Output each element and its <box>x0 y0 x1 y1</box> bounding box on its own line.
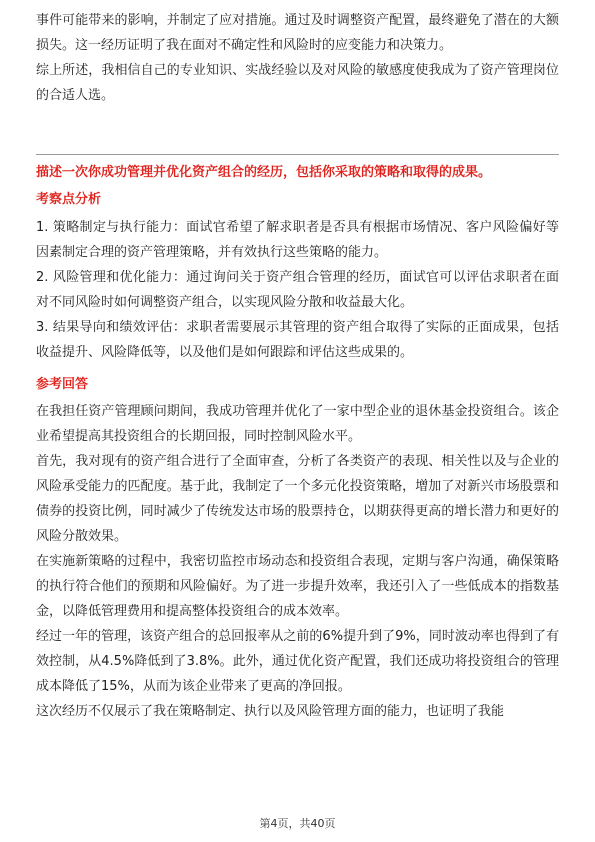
section-divider <box>36 154 559 155</box>
answer-heading: 参考回答 <box>36 377 89 392</box>
intro-paragraph-1: 事件可能带来的影响，并制定了应对措施。通过及时调整资产配置，最终避免了潜在的大额损失。这一经历证明了我在面对不确定性和风险时的应变能力和决策力。 <box>36 13 559 53</box>
answer-paragraph-3: 在实施新策略的过程中，我密切监控市场动态和投资组合表现，定期与客户沟通，确保策略的执行符合他们的预期和风险偏好。为了进一步提升效率，我还引入了一些低成本的指数基金，以降低管理费用和提高整体投资组合的成本效率。 <box>36 554 559 619</box>
analysis-item-3: 3. 结果导向和绩效评估：求职者需要展示其管理的资产组合取得了实际的正面成果，包括收益提升、风险降低等，以及他们是如何跟踪和评估这些成果的。 <box>36 320 559 360</box>
analysis-item-1: 1. 策略制定与执行能力：面试官希望了解求职者是否具有根据市场情况、客户风险偏好等因素制定合理的资产管理策略，并有效执行这些策略的能力。 <box>36 220 559 260</box>
intro-paragraph-2: 综上所述，我相信自己的专业知识、实战经验以及对风险的敏感度使我成为了资产管理岗位的合适人选。 <box>36 63 559 103</box>
analysis-item-2: 2. 风险管理和优化能力：通过询问关于资产组合管理的经历，面试官可以评估求职者在面对不同风险时如何调整资产组合，以实现风险分散和收益最大化。 <box>36 270 559 310</box>
answer-paragraph-1: 在我担任资产管理顾问期间，我成功管理并优化了一家中型企业的退休基金投资组合。该企业希望提高其投资组合的长期回报，同时控制风险水平。 <box>36 404 559 444</box>
answer-paragraph-4: 经过一年的管理，该资产组合的总回报率从之前的6%提升到了9%，同时波动率也得到了有效控制，从4.5%降低到了3.8%。此外，通过优化资产配置，我们还成功将投资组合的管理成本降低了15%，从而为该企业带来了更高的净回报。 <box>36 629 559 694</box>
intro-section <box>36 8 559 108</box>
answer-section <box>36 399 559 724</box>
page-number-footer: 第4页，共40页 <box>259 817 336 830</box>
analysis-list <box>36 215 559 365</box>
analysis-heading: 考察点分析 <box>36 192 102 207</box>
answer-paragraph-5: 这次经历不仅展示了我在策略制定、执行以及风险管理方面的能力，也证明了我能 <box>36 704 505 719</box>
question-heading: 描述一次你成功管理并优化资产组合的经历，包括你采取的策略和取得的成果。 <box>36 165 492 180</box>
answer-paragraph-2: 首先，我对现有的资产组合进行了全面审查，分析了各类资产的表现、相关性以及与企业的风险承受能力的匹配度。基于此，我制定了一个多元化投资策略，增加了对新兴市场股票和债券的投资比例，同时减少了传统发达市场的股票持仓，以期获得更高的增长潜力和更好的风险分散效果。 <box>36 454 559 544</box>
